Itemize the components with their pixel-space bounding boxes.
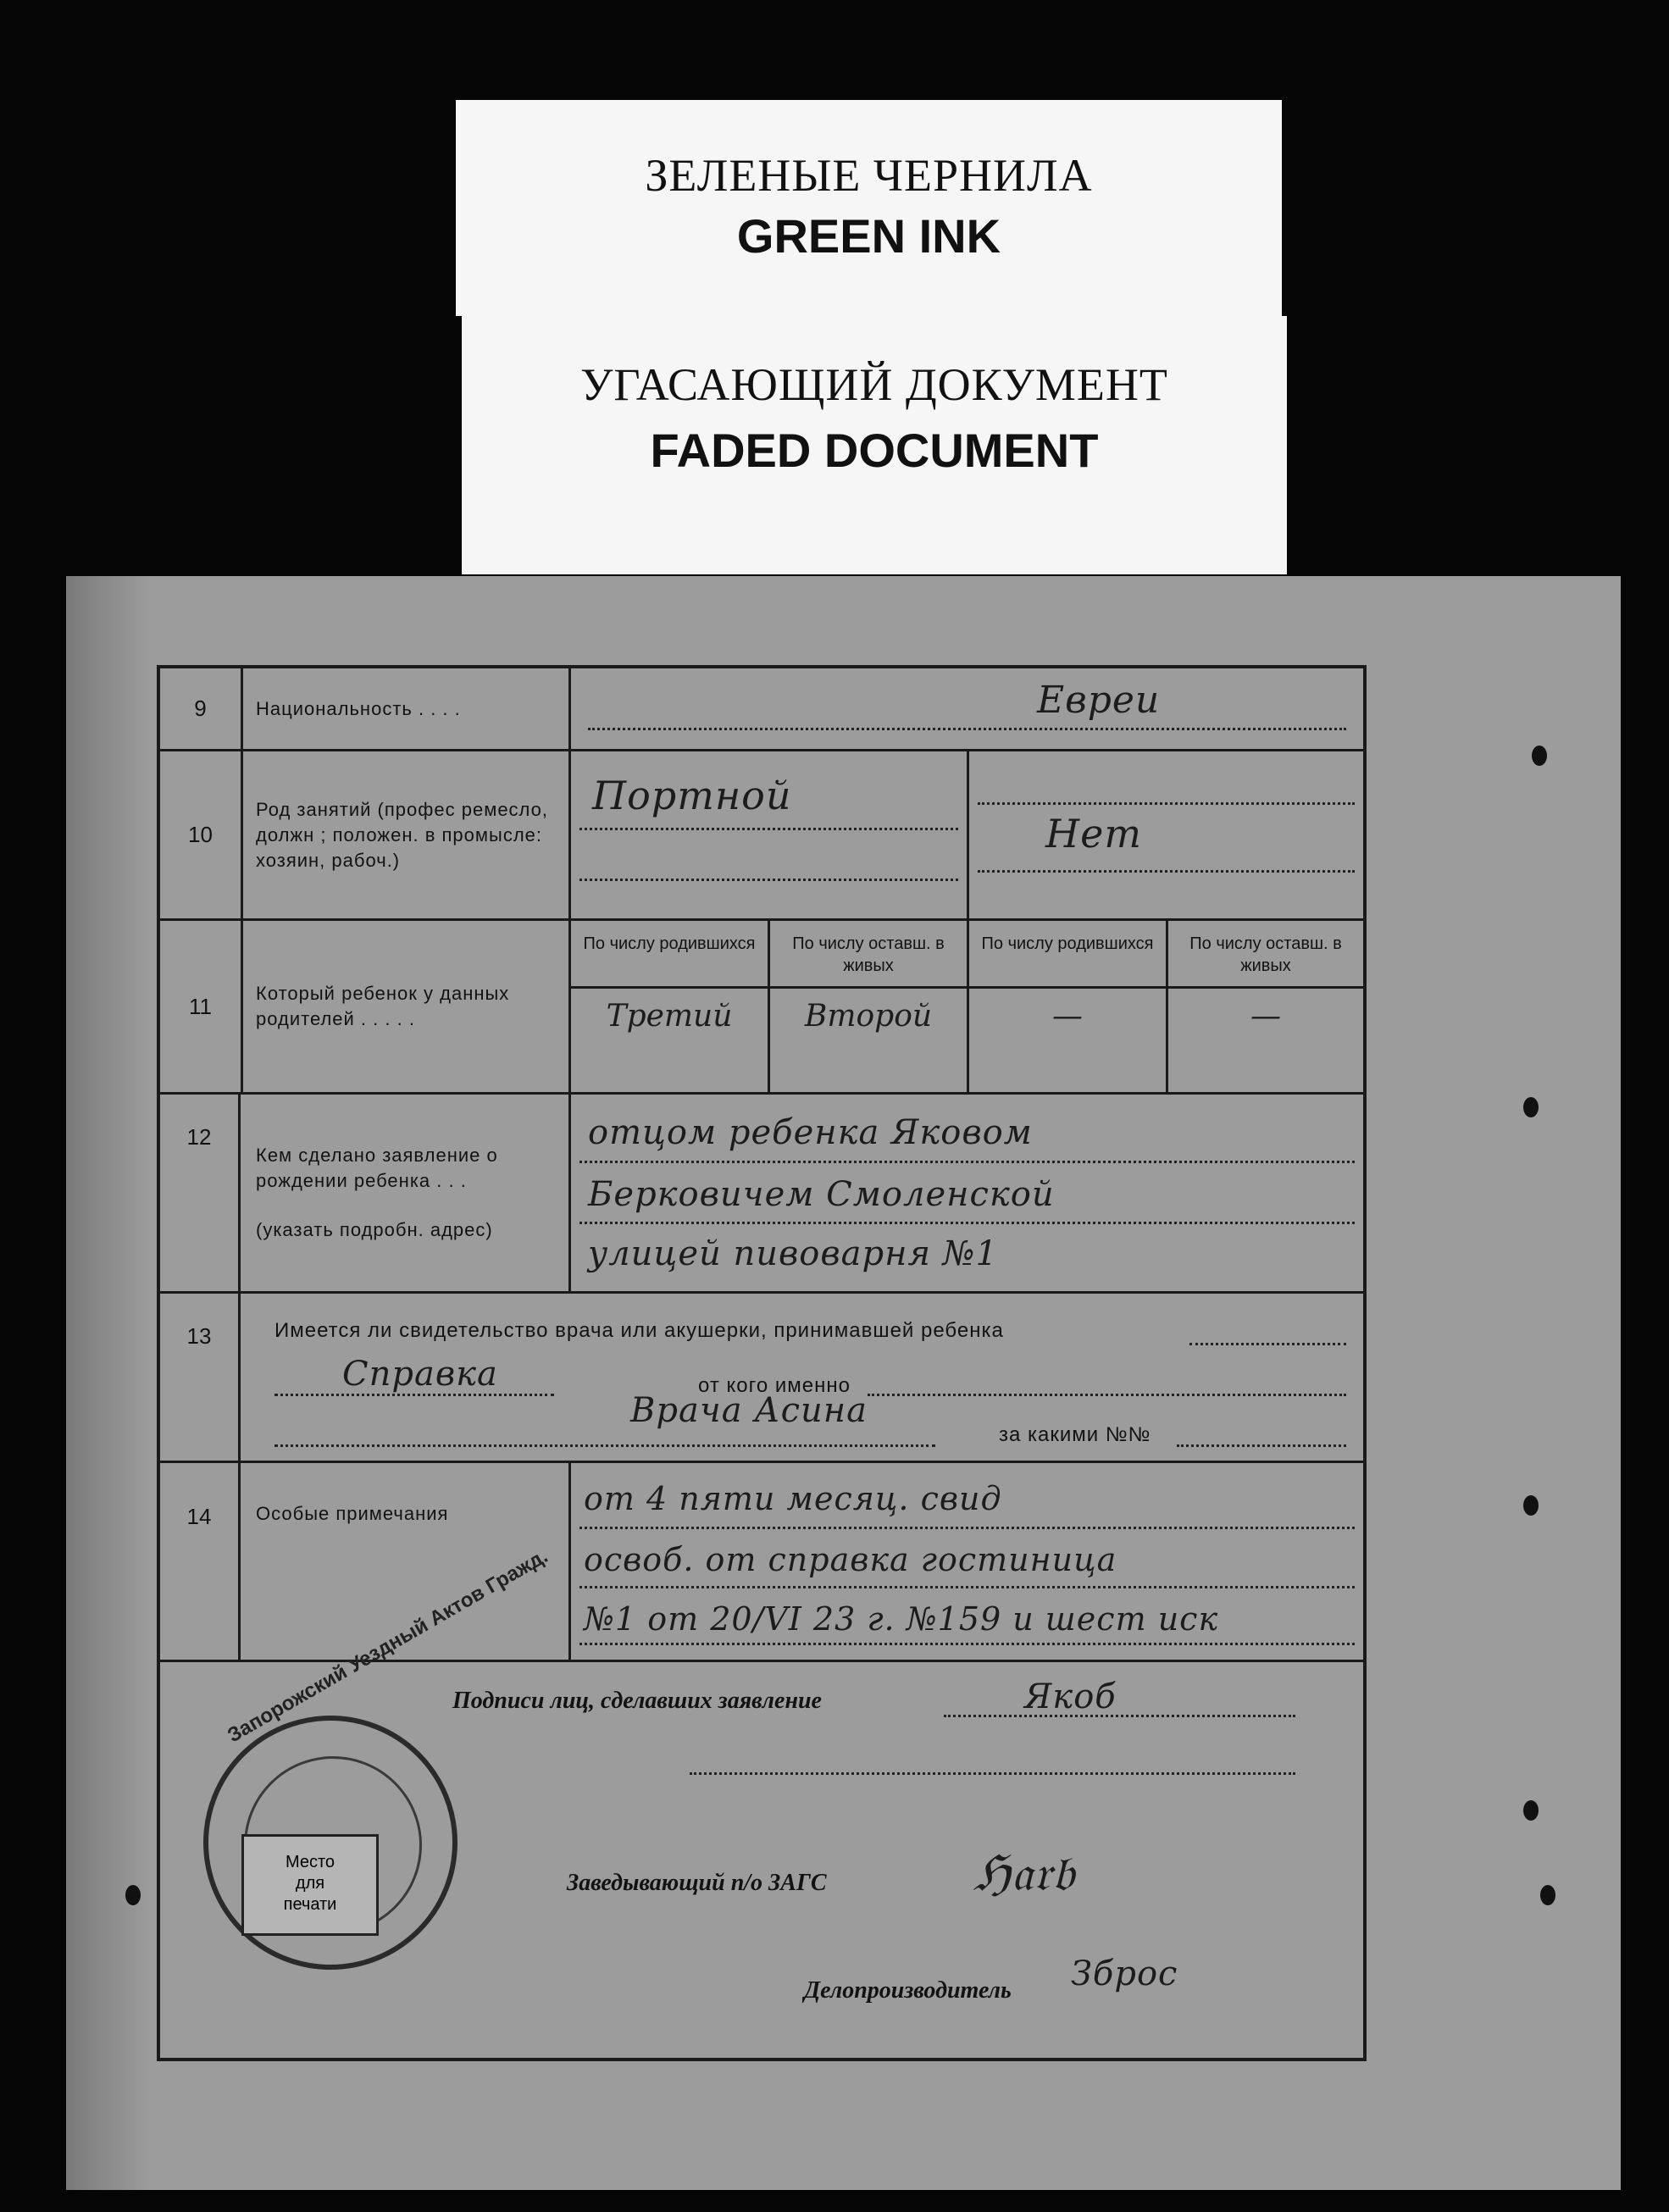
faded-document-label-en: FADED DOCUMENT	[650, 424, 1099, 477]
row-certificate	[160, 1291, 1363, 1461]
row-label	[241, 751, 571, 918]
punch-hole	[1540, 1885, 1555, 1905]
dotted-line	[274, 1394, 554, 1396]
seal-box-line: Место	[285, 1853, 335, 1871]
faded-document-label-ru: УГАСАЮЩИЙ ДОКУМЕНТ	[580, 359, 1168, 410]
declarant-label: Кем сделано заявление о рождении ребенка . . .	[256, 1145, 498, 1191]
row-remarks	[160, 1461, 1363, 1660]
child-order-col	[1168, 921, 1363, 1092]
occupation-mother-cell	[969, 751, 1363, 918]
dotted-line	[868, 1394, 1346, 1396]
nationality-value: Евреи	[1037, 679, 1161, 722]
row-number: 14	[160, 1463, 241, 1660]
certificate-question: Имеется ли свидетельство врача или акушерки, принимавшей ребенка	[274, 1319, 1004, 1342]
dotted-line	[579, 1527, 1355, 1529]
green-ink-label-ru: ЗЕЛЕНЫЕ ЧЕРНИЛА	[645, 150, 1093, 201]
child-order-header: По числу оставш. в живых	[1168, 921, 1363, 989]
declarant-value-cell	[571, 1095, 1363, 1291]
dotted-line	[579, 1161, 1355, 1163]
seal-box-line: печати	[283, 1895, 337, 1914]
row-number: 13	[160, 1294, 241, 1461]
child-order-value: Второй	[804, 999, 933, 1034]
child-order-value: —	[1052, 999, 1083, 1034]
remarks-line: №1 от 20/VI 23 г. №159 и шест иск	[584, 1600, 1219, 1638]
green-ink-label-en: GREEN INK	[736, 209, 1001, 263]
by-number-label: за какими №№	[999, 1423, 1151, 1446]
faded-document-label-card	[462, 316, 1287, 574]
row-number: 11	[160, 921, 243, 1092]
dotted-line	[978, 870, 1355, 873]
seal-placeholder-box	[241, 1834, 379, 1936]
row-nationality	[160, 668, 1363, 749]
from-whom-label: от кого именно	[698, 1374, 851, 1397]
row-occupation	[160, 749, 1363, 918]
row-label	[241, 668, 571, 749]
dotted-line	[1177, 1444, 1346, 1447]
child-order-value-cell	[571, 921, 1363, 1092]
child-order-col	[770, 921, 969, 1092]
sheet-binding-edge	[66, 576, 151, 2190]
declarant-label-note: (указать подробн. адрес)	[256, 1219, 493, 1240]
dotted-line	[579, 1222, 1355, 1224]
occupation-label: Род занятий (профес ремесло, должн ; положен. в промысле: хозяин, рабоч.)	[256, 798, 548, 871]
registry-head-label: Заведывающий п/о ЗАГС	[567, 1870, 827, 1896]
child-order-value: —	[1250, 999, 1281, 1034]
occupation-father-value: Портной	[592, 773, 792, 818]
remarks-label: Особые примечания	[256, 1503, 449, 1524]
occupation-father-cell	[571, 751, 969, 918]
seal-box-line: для	[295, 1874, 325, 1893]
punch-hole	[1523, 1495, 1539, 1516]
occupation-value-cell	[571, 751, 1363, 918]
child-order-label: Который ребенок у данных родителей . . . . .	[256, 983, 510, 1029]
dotted-line	[690, 1772, 1295, 1775]
dotted-line	[579, 828, 958, 830]
nationality-value-cell	[571, 668, 1363, 749]
dotted-line	[1189, 1343, 1346, 1345]
child-order-value: Третий	[606, 999, 733, 1034]
green-ink-label-card	[456, 100, 1282, 316]
row-label	[241, 1095, 571, 1291]
declarant-line: Берковичем Смоленской	[588, 1175, 1055, 1214]
declarant-line: улицей пивоварня №1	[588, 1234, 998, 1273]
row-number: 10	[160, 751, 243, 918]
declarant-signature-label: Подписи лиц, сделавших заявление	[452, 1688, 822, 1714]
clerk-label: Делопроизводитель	[804, 1977, 1012, 2004]
dotted-line	[579, 879, 958, 881]
occupation-mother-value: Нет	[1045, 811, 1142, 857]
certificate-cell	[241, 1294, 1363, 1461]
dotted-line	[944, 1715, 1295, 1717]
punch-hole	[1523, 1097, 1539, 1117]
row-declarant	[160, 1092, 1363, 1291]
row-child-order	[160, 918, 1363, 1092]
child-order-col	[571, 921, 770, 1092]
declarant-signature-value: Якоб	[1024, 1677, 1117, 1716]
punch-hole	[1532, 746, 1547, 766]
clerk-signature-value: Зброс	[1071, 1954, 1178, 1993]
dotted-line	[978, 802, 1355, 805]
registry-head-signature: ℌ𝔞𝔯𝔟	[973, 1844, 1075, 1902]
row-label	[241, 921, 571, 1092]
row-number: 9	[160, 668, 243, 749]
remarks-line: освоб. от справка гостиница	[584, 1541, 1117, 1578]
stamp-text: Запорожский Уездный Актов Гражд.	[224, 1544, 552, 1748]
child-order-col	[969, 921, 1168, 1092]
remarks-value-cell	[571, 1463, 1363, 1660]
certificate-has-value: Справка	[342, 1355, 498, 1394]
certificate-from-value: Врача Асина	[630, 1391, 868, 1430]
punch-hole	[1523, 1800, 1539, 1821]
dotted-line	[579, 1643, 1355, 1645]
row-number: 12	[160, 1095, 241, 1291]
declarant-line: отцом ребенка Яковом	[588, 1113, 1033, 1152]
child-order-header: По числу родившихся	[571, 921, 768, 989]
dotted-line	[579, 1586, 1355, 1588]
child-order-header: По числу родившихся	[969, 921, 1166, 989]
child-order-header: По числу оставш. в живых	[770, 921, 967, 989]
punch-hole	[125, 1885, 141, 1905]
dotted-line	[588, 728, 1346, 730]
remarks-line: от 4 пяти месяц. свид	[584, 1480, 1002, 1517]
nationality-label: Национальность . . . .	[256, 697, 461, 719]
dotted-line	[274, 1444, 935, 1447]
